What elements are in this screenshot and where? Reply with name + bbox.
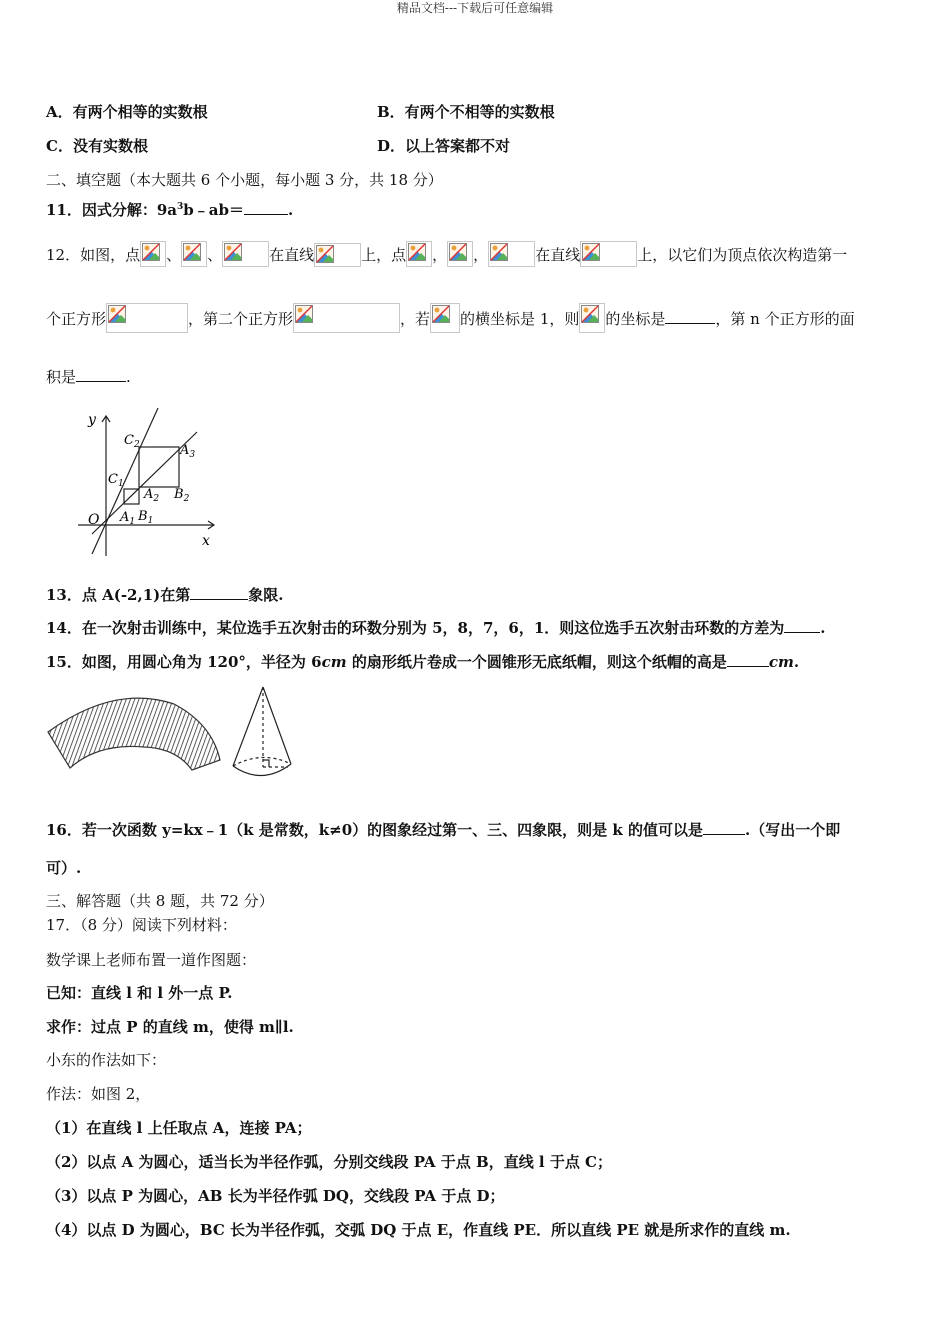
q17-line: 作法：如图 2， — [46, 1085, 151, 1103]
q17-line: 已知：直线 l 和 l 外一点 P. — [46, 984, 233, 1002]
q14-text: 14．在一次射击训练中，某位选手五次射击的环数分别为 5，8，7，6，1．则这位选手五次射击环数的方差为 — [46, 619, 785, 637]
cone-right-edge — [263, 687, 291, 764]
line-steep — [92, 408, 158, 554]
q12-text: 个正方形 — [46, 310, 107, 328]
label-a1: $A_1$ — [120, 510, 136, 527]
x-label: x — [202, 533, 210, 549]
image-placeholder-glyph — [316, 245, 334, 263]
q17-line: 数学课上老师布置一道作图题： — [46, 951, 257, 969]
q17-line: 求作：过点 P 的直线 m，使得 m∥l. — [46, 1018, 294, 1036]
q12-text: ， — [432, 246, 448, 264]
image-placeholder-glyph — [295, 305, 313, 323]
broken-image-icon — [580, 241, 637, 267]
right-angle-mark — [263, 760, 269, 767]
q13-text: 13．点 A(-2,1)在第 — [46, 586, 191, 604]
option-b: B．有两个不相等的实数根 — [377, 103, 555, 121]
option-a: A．有两个相等的实数根 — [46, 103, 208, 121]
broken-image-icon — [293, 303, 400, 333]
q12-text: 的横坐标是 1，则 — [460, 310, 580, 328]
page-header: 精品文档---下载后可任意编辑 — [396, 1, 554, 15]
q17-step-2: （2）以点 A 为圆心，适当长为半径作弧，分别交线段 PA 于点 B，直线 l 于点 C； — [46, 1153, 612, 1171]
question-17-title: 17．（8 分）阅读下列材料： — [46, 916, 237, 934]
q12-text: 积是 — [46, 368, 77, 386]
q12-text: ，若 — [400, 310, 431, 328]
answer-blank — [244, 200, 288, 215]
question-12-line-3 — [46, 366, 131, 388]
question-14 — [46, 617, 826, 639]
section-2-title: 二、填空题（本大题共 6 个小题，每小题 3 分，共 18 分） — [46, 171, 443, 189]
image-placeholder-glyph — [490, 243, 508, 261]
q17-step-3: （3）以点 P 为圆心，AB 长为半径作弧 DQ，交线段 PA 于点 D； — [46, 1187, 505, 1205]
answer-blank — [190, 585, 248, 600]
label-a2: $A_2$ — [144, 487, 160, 504]
q17-step-1: （1）在直线 l 上任取点 A，连接 PA； — [46, 1119, 312, 1137]
broken-image-icon — [222, 241, 269, 267]
broken-image-icon — [488, 241, 535, 267]
q16-text-2: .（写出一个即 — [745, 821, 841, 839]
question-16-line-2: 可）. — [46, 859, 82, 877]
cone-base-front — [233, 764, 291, 776]
cone-left-edge — [233, 687, 263, 766]
q12-text: . — [126, 368, 131, 386]
square-2 — [139, 447, 179, 487]
question-16-line-1 — [46, 819, 840, 841]
q11-end: . — [288, 201, 294, 219]
q12-text: 的坐标是 — [605, 310, 666, 328]
broken-image-icon — [579, 303, 605, 333]
label-c2: $C_2$ — [124, 433, 140, 450]
broken-image-icon — [406, 241, 432, 267]
q15-text-2: 的扇形纸片卷成一个圆锥形无底纸帽，则这个纸帽的高是 — [346, 653, 727, 671]
image-placeholder-glyph — [449, 243, 467, 261]
section-3-title: 三、解答题（共 8 题，共 72 分） — [46, 892, 274, 910]
label-b1: $B_1$ — [138, 509, 154, 526]
image-placeholder-glyph — [224, 243, 242, 261]
q16-text: 16．若一次函数 y=kx﹣1（k 是常数，k≠0）的图象经过第一、三、四象限，则是 k 的值可以是 — [46, 821, 704, 839]
label-c1: $C_1$ — [108, 472, 124, 489]
broken-image-icon — [447, 241, 473, 267]
q11-text: 11．因式分解：9a — [46, 201, 178, 219]
cone-figure — [226, 684, 296, 784]
broken-image-icon — [140, 241, 166, 267]
answer-blank — [727, 652, 769, 667]
q12-text: 上，以它们为顶点依次构造第一 — [637, 246, 848, 264]
question-11 — [46, 196, 293, 221]
broken-image-icon — [106, 303, 188, 333]
q11-exponent: 3 — [177, 202, 184, 212]
origin-label: O — [88, 512, 100, 528]
question-13 — [46, 584, 284, 606]
broken-image-icon — [181, 241, 207, 267]
option-d: D．以上答案都不对 — [377, 137, 511, 155]
q12-text: 在直线 — [535, 246, 581, 264]
image-placeholder-glyph — [581, 305, 599, 323]
image-placeholder-glyph — [108, 305, 126, 323]
q12-text: 、 — [207, 246, 223, 264]
q14-end: . — [820, 619, 826, 637]
q15-unit: cm — [321, 653, 347, 671]
image-placeholder-glyph — [142, 243, 160, 261]
q13-text-2: 象限. — [248, 586, 284, 604]
y-label: y — [88, 412, 96, 428]
q15-text: 15．如图，用圆心角为 120°，半径为 6 — [46, 653, 322, 671]
q12-text: 、 — [166, 246, 182, 264]
answer-blank — [665, 309, 715, 324]
q12-text: ，第二个正方形 — [188, 310, 294, 328]
q17-step-4: （4）以点 D 为圆心，BC 长为半径作弧，交弧 DQ 于点 E，作直线 PE．所以直线 PE 就是所求作的直线 m. — [46, 1221, 791, 1239]
answer-blank — [784, 618, 820, 633]
image-placeholder-glyph — [432, 305, 450, 323]
question-15 — [46, 651, 799, 673]
q12-text: 12．如图，点 — [46, 246, 141, 264]
image-placeholder-glyph — [183, 243, 201, 261]
q17-line: 小东的作法如下： — [46, 1051, 167, 1069]
question-12-line-2 — [46, 303, 855, 333]
answer-blank — [703, 820, 745, 835]
q11-text-2: b﹣ab＝ — [183, 201, 244, 219]
q12-text: 在直线 — [269, 246, 315, 264]
hatched-sector — [48, 698, 220, 770]
sector-figure — [44, 690, 226, 778]
broken-image-icon — [430, 303, 460, 333]
image-placeholder-glyph — [582, 243, 600, 261]
cone-base-back — [233, 757, 291, 766]
q15-end: . — [793, 653, 800, 671]
q12-text: ， — [473, 246, 489, 264]
label-a3: $A_3$ — [180, 443, 196, 460]
question-12-line-1 — [46, 241, 847, 267]
q12-figure — [72, 404, 222, 560]
image-placeholder-glyph — [408, 243, 426, 261]
label-b2: $B_2$ — [174, 487, 190, 504]
broken-image-icon — [314, 243, 361, 267]
q12-text: ，第 n 个正方形的面 — [715, 310, 855, 328]
q12-text: 上，点 — [361, 246, 407, 264]
answer-blank — [76, 367, 126, 382]
q15-unit-2: cm — [768, 653, 794, 671]
option-c: C．没有实数根 — [46, 137, 148, 155]
